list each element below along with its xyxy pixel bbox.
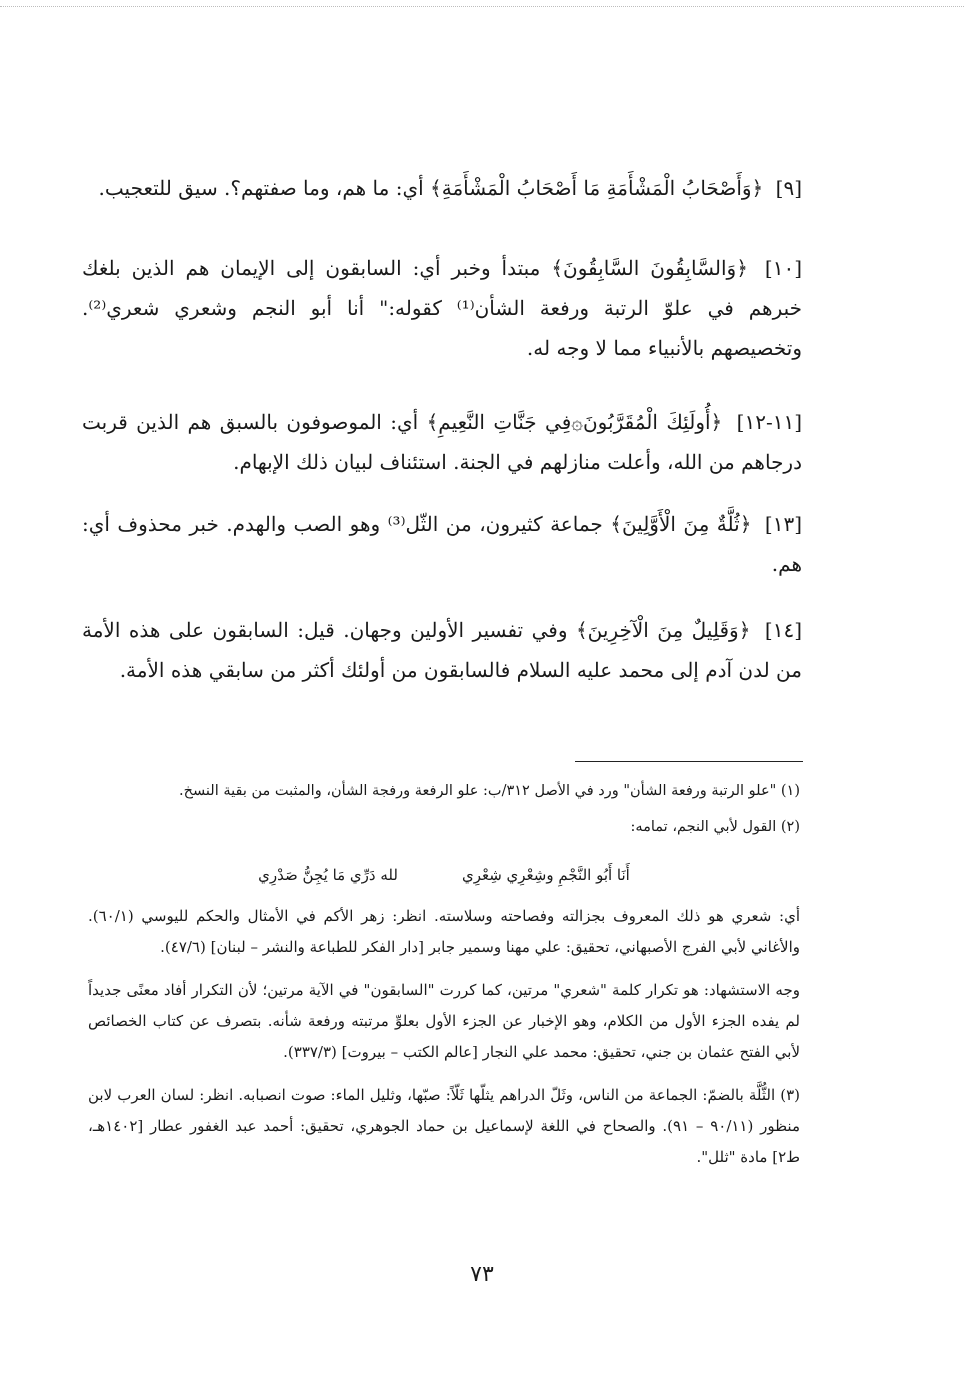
footnote-2-reference: أي: شعري هو ذلك المعروف بجزالته وفصاحته وسلاسته. انظر: زهر الأكم في الأمثال والحكم لليوسي (٦٠/١). والأغاني لأبي الفرج الأصبهاني، تحقيق: علي مهنا وسمير جابر [دار الفكر للطباعة والنشر – لبنان] (٤٧/٦). xyxy=(88,907,800,956)
paragraph-14 xyxy=(82,610,802,690)
poem-verse xyxy=(88,859,800,891)
main-text xyxy=(82,168,802,690)
page-number: ٧٣ xyxy=(470,1262,494,1287)
footnotes xyxy=(88,775,800,1185)
verse-number: [١٠] xyxy=(764,256,802,280)
paragraph-13 xyxy=(82,504,802,584)
footnote-1: (١) "علو الرتبة ورفعة الشأن" ورد في الأصل ٣١٢/ب: علو الرفعة ورفجة الشأن، والمثبت من بقية النسخ. xyxy=(179,783,800,799)
verse-number: [١٤] xyxy=(764,618,803,642)
paragraph-9 xyxy=(82,168,802,208)
verse-number: [١٣] xyxy=(764,512,802,536)
footnote-2-explanation: وجه الاستشهاد: هو تكرار كلمة "شعري" مرتين، كما كررت "السابقون" في الآية مرتين؛ لأن التكرار أفاد معنًى جديداً لم يفده الجزء الأول من الكلام، وهو الإخبار عن الجزء الأول بعلوِّ مرتبته ورفعة شأنه. بتصرف عن كتاب الخصائص لأبي الفتح عثمان بن جني، تحقيق: محمد علي النجار [عالم الكتب – بيروت] (٣٣٧/٣). xyxy=(88,981,800,1061)
paragraph-text: ﴿وَالسَّابِقُونَ السَّابِقُونَ﴾ مبتدأ وخبر أي: السابقون إلى الإيمان هم الذين بلغك خبرهم في علوّ الرتبة ورفعة الشأن⁽¹⁾ كقوله:" أنا أبو النجم وشعري شعري⁽²⁾. وتخصيصهم بالأنبياء مما لا وجه له. xyxy=(82,256,803,360)
verse-number: [٩] xyxy=(775,176,802,200)
poem-first-hemistich: أَنَا أَبُو النَّجْمِ وشِعْرِي شِعْرِي xyxy=(461,866,630,884)
verse-number: [١١-١٢] xyxy=(736,410,802,434)
scan-top-edge xyxy=(0,6,964,7)
paragraph-text: ﴿أُولَئِكَ الْمُقَرَّبُونَ۞فِي جَنَّاتِ النَّعِيمِ﴾ أي: الموصوفون بالسبق هم الذين قربت درجاهم من الله، وأعلت منازلهم في الجنة. استئناف لبيان ذلك الإبهام. xyxy=(82,410,802,474)
footnote-separator xyxy=(575,761,803,762)
footnote-2-intro: (٢) القول لأبي النجم، تمامه: xyxy=(630,819,800,835)
paragraph-10 xyxy=(82,248,802,368)
footnote-3: (٣) الثُّلَّة بالضمّ: الجماعة من الناس، وثَلّ الدراهم يثلّها ثَلّاً: صبّها، وثليل الماء: صوت انصبابه. انظر: لسان العرب لابن منظور (٩٠/١١ – ٩١). والصحاح في اللغة لإسماعيل بن حماد الجوهري، تحقيق: أحمد عبد الغفور عطار [١٤٠٢هـ، ط٢] مادة "ثلل". xyxy=(88,1086,800,1166)
paragraph-text: ﴿ثُلَّةٌ مِنَ الْأَوَّلِينَ﴾ جماعة كثيرون، من الثّل⁽³⁾ وهو الصب والهدم. خبر محذوف أي: هم. xyxy=(82,512,802,576)
paragraph-11-12 xyxy=(82,402,802,482)
paragraph-text: ﴿وَأَصْحَابُ الْمَشْأَمَةِ مَا أَصْحَابُ الْمَشْأَمَةِ﴾ أي: ما هم، وما صفتهم؟. سيق للتعجيب. xyxy=(98,176,764,200)
paragraph-text: ﴿وَقَلِيلٌ مِنَ الْآخِرِينَ﴾ وفي تفسير الأولين وجهان. قيل: السابقون على هذه الأمة من لدن آدم إلى محمد عليه السلام فالسابقون من أولئك أكثر من سابقي هذه الأمة. xyxy=(82,618,802,682)
poem-second-hemistich: لله دَرِّي مَا يُجِنُّ صَدْرِي xyxy=(258,866,398,884)
